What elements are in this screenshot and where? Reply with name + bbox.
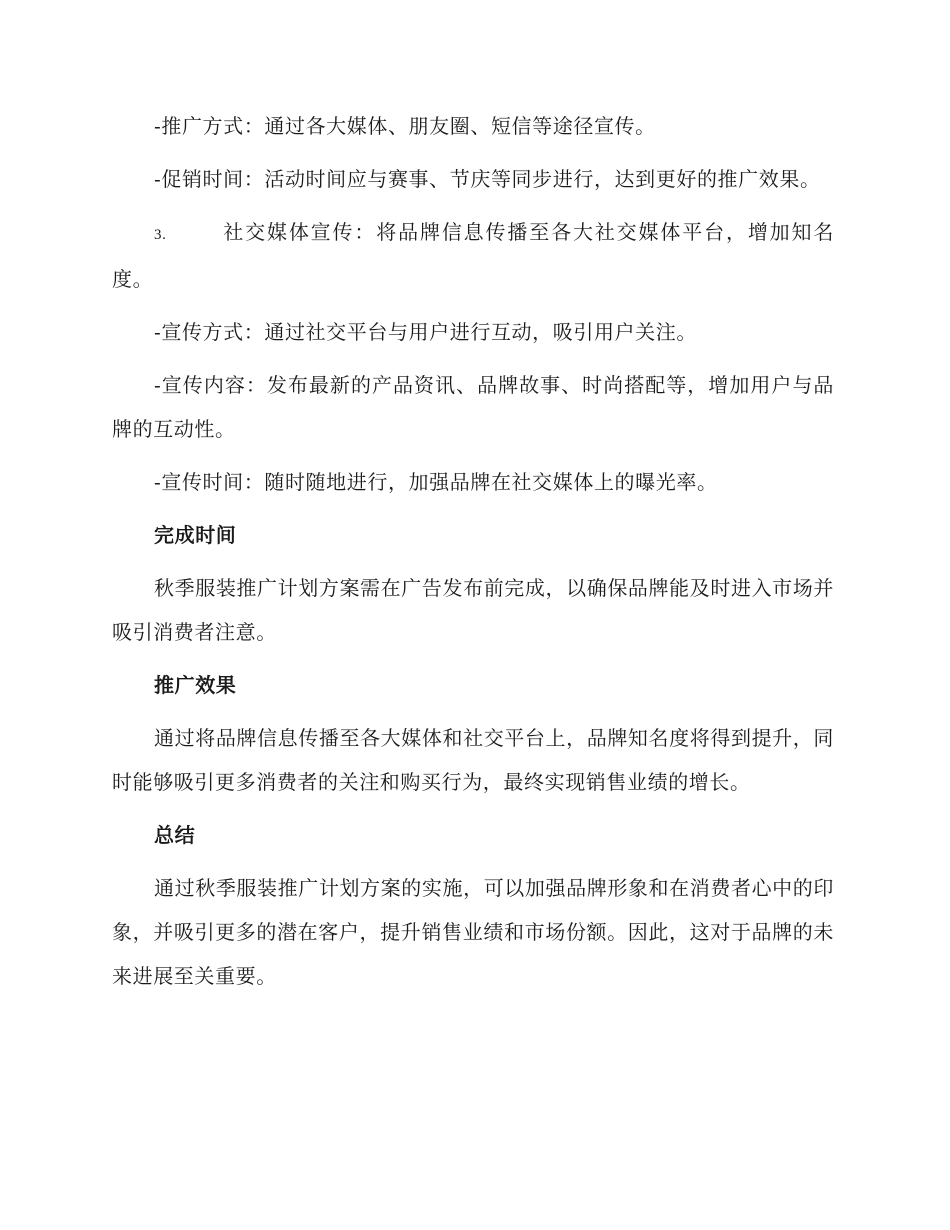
paragraph-promotion-method: -推广方式：通过各大媒体、朋友圈、短信等途径宣传。	[154, 114, 656, 138]
paragraph-publicity-method: -宣传方式：通过社交平台与用户进行互动，吸引用户关注。	[154, 320, 697, 344]
section-heading-completion: 完成时间	[154, 523, 237, 547]
section-heading-effect: 推广效果	[154, 673, 237, 697]
list-number: 3.	[154, 227, 167, 243]
section-heading-summary: 总结	[154, 823, 196, 847]
list-item-text: 社交媒体宣传：将品牌信息传播至各大社交媒体平台，增加知名度。	[112, 220, 834, 291]
paragraph-promotion-time: -促销时间：活动时间应与赛事、节庆等同步进行，达到更好的推广效果。	[154, 167, 821, 191]
section-body-effect: 通过将品牌信息传播至各大媒体和社交平台上，品牌知名度将得到提升，同时能够吸引更多消费者的关注和购买行为，最终实现销售业绩的增长。	[112, 726, 834, 794]
section-body-summary: 通过秋季服装推广计划方案的实施，可以加强品牌形象和在消费者心中的印象，并吸引更多的潜在客户，提升销售业绩和市场份额。因此，这对于品牌的未来进展至关重要。	[112, 876, 834, 988]
paragraph-publicity-content: -宣传内容：发布最新的产品资讯、品牌故事、时尚搭配等，增加用户与品牌的互动性。	[112, 373, 834, 441]
section-body-completion: 秋季服装推广计划方案需在广告发布前完成，以确保品牌能及时进入市场并吸引消费者注意。	[112, 576, 834, 644]
paragraph-publicity-time: -宣传时间：随时随地进行，加强品牌在社交媒体上的曝光率。	[154, 470, 718, 494]
paragraph-social-media	[112, 210, 834, 301]
document-page	[112, 104, 834, 998]
